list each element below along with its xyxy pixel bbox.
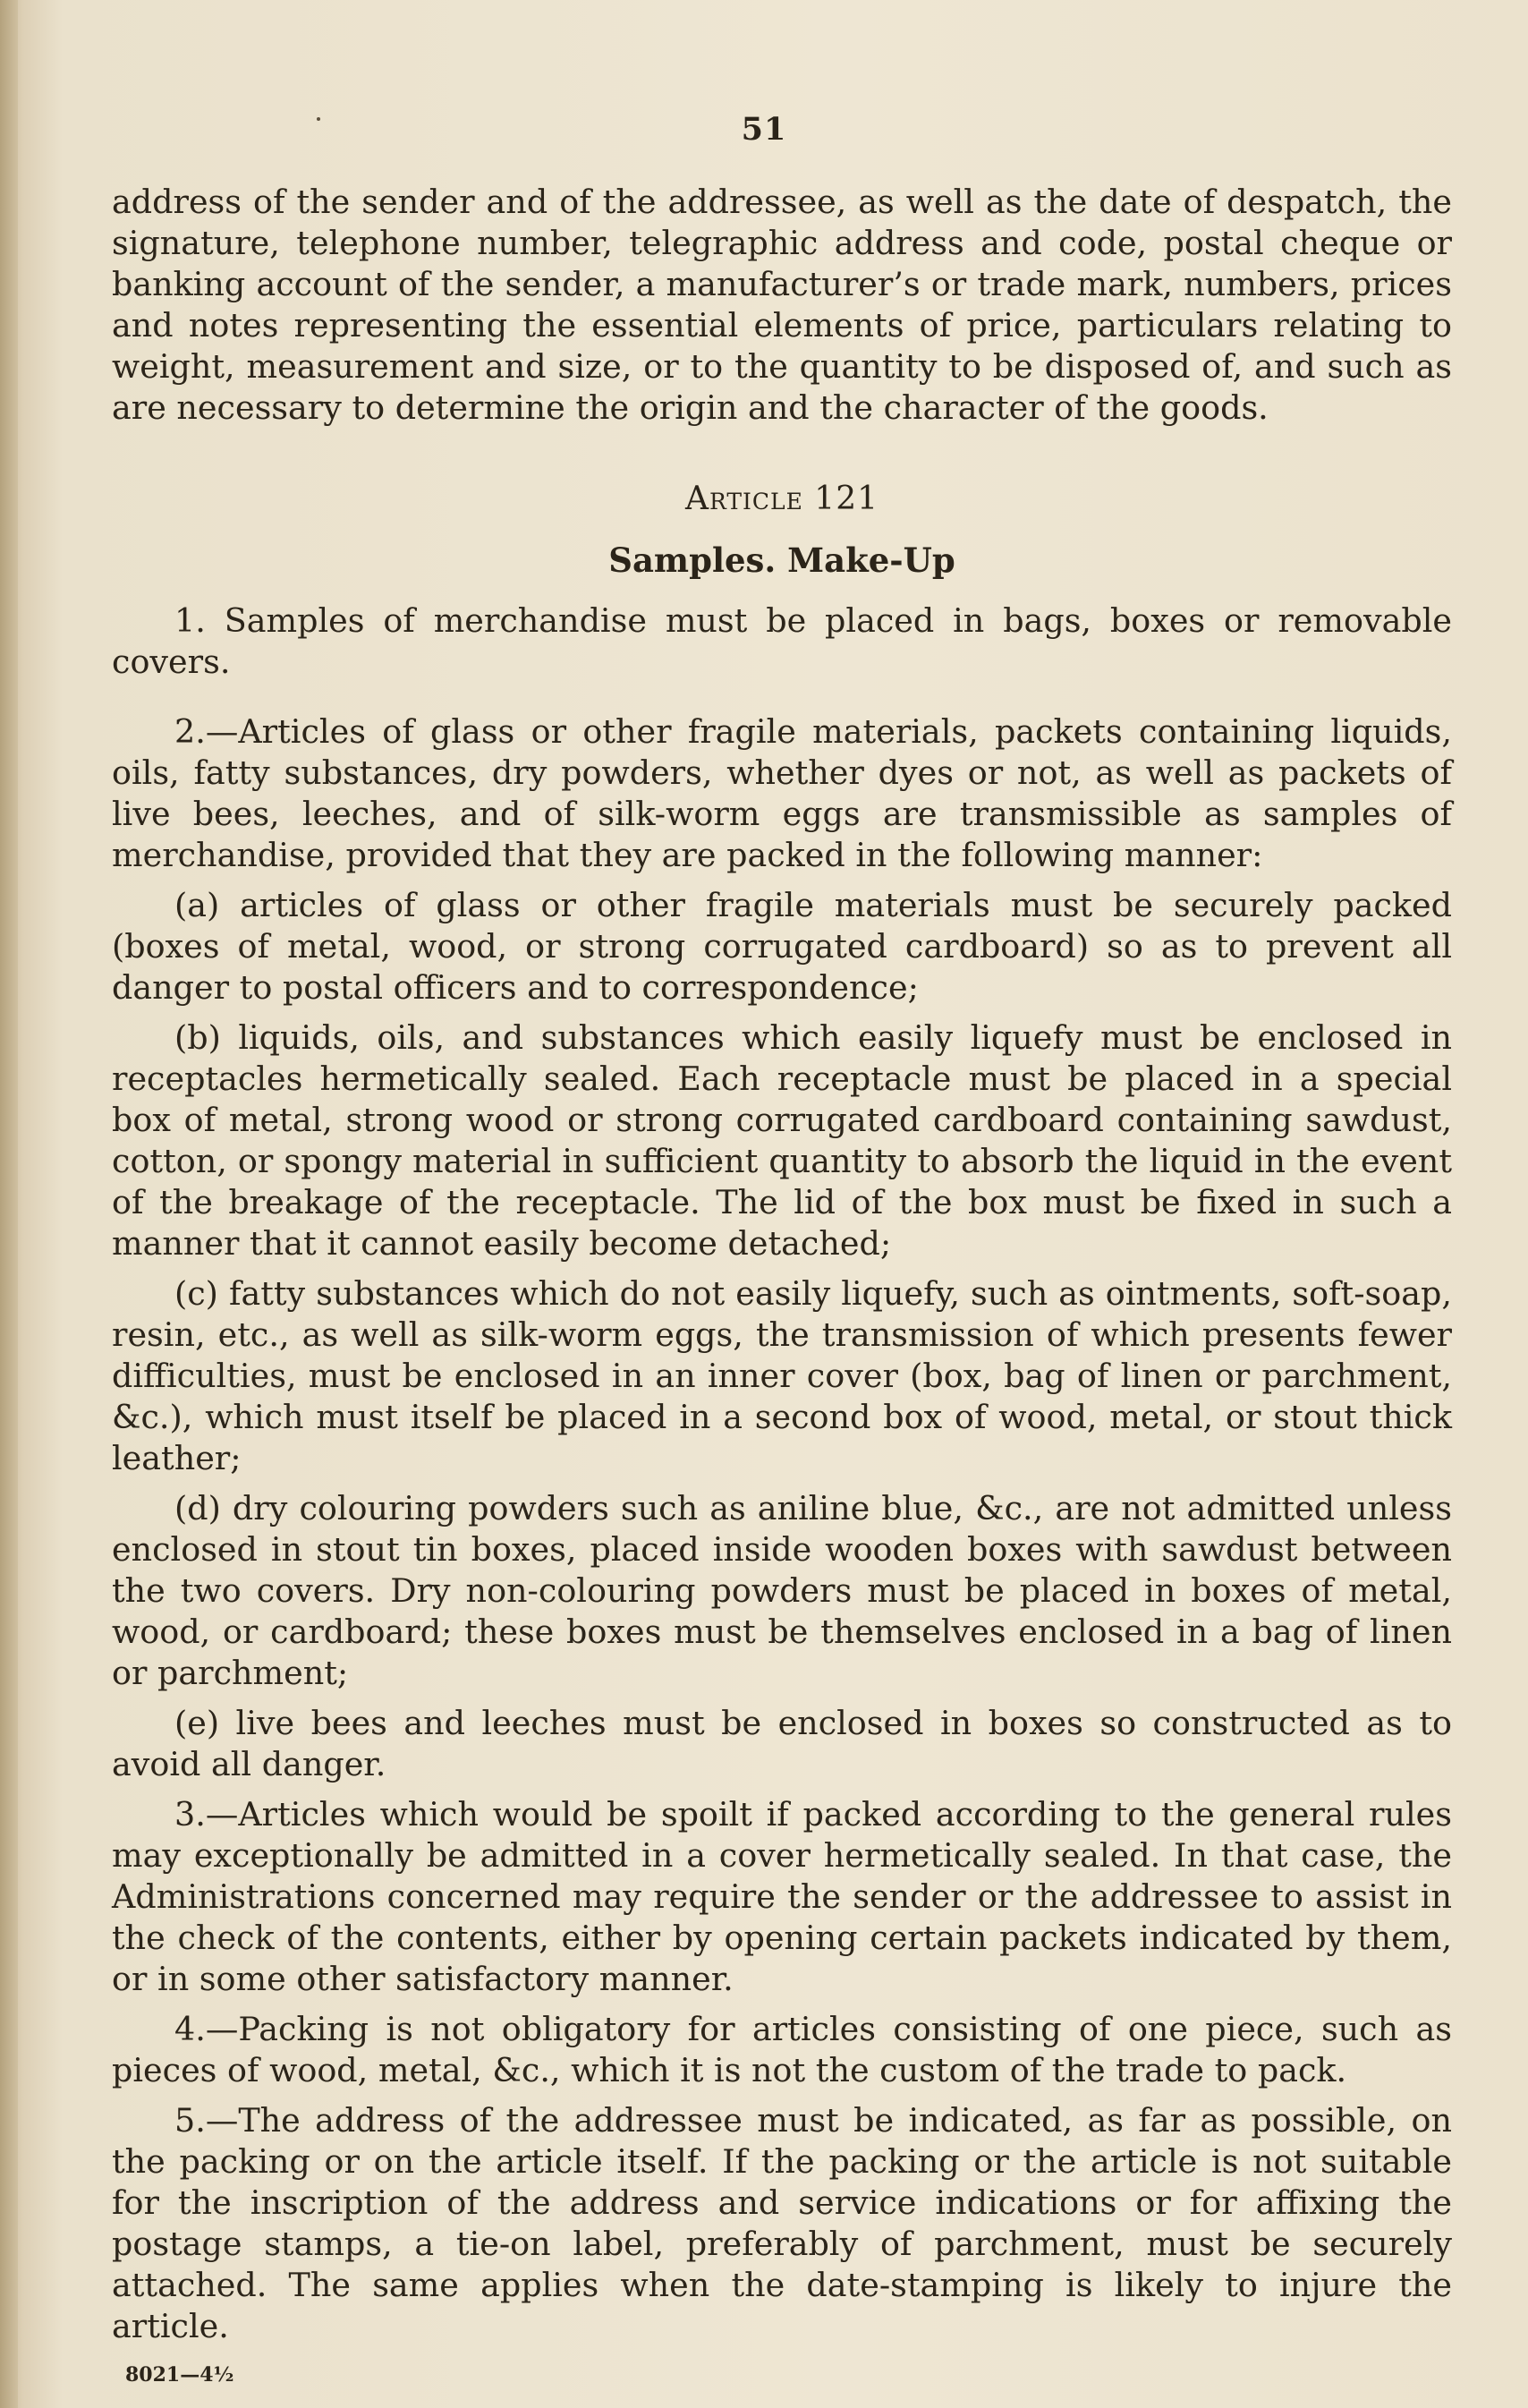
opening-paragraph: address of the sender and of the addressee, as well as the date of despatch, the signature, telephone number, telegraphic address and code, postal cheque or banking account of the sender, a manufacturer’s or trade mark, numbers, prices and notes representing the essential elements of price, particulars relating to weight, measurement and size, or to the quantity to be disposed of, and such as are necessary to determine the origin and the character of the goods. xyxy=(112,183,1452,427)
paragraph-5: 5.—The address of the addressee must be indicated, as far as possible, on the packing or on the article itself. If the packing or the article is not suitable for the inscription of the address and service indications or for affixing the postage stamps, a tie-on label, preferably of parchment, must be securely attached. The same applies when the date-stamping is likely to injure the article. xyxy=(112,2101,1452,2345)
page-number: 51 xyxy=(741,111,787,148)
article-heading: Article 121 xyxy=(684,481,879,517)
paragraph-2d: (d) dry colouring powders such as aniline blue, &c., are not admitted unless enclosed in stout tin boxes, placed inside wooden boxes with sawdust between the two covers. Dry non-colouring powders must be placed in boxes of metal, wood, or cardboard; these boxes must be themselves enclosed in a bag of linen or parchment; xyxy=(112,1489,1452,1692)
paragraph-2c: (c) fatty substances which do not easily liquefy, such as ointments, soft-soap, resin, etc., as well as silk-worm eggs, the transmission of which presents fewer difficulties, must be enclosed in an inner cover (box, bag of linen or parchment, &c.), which must itself be placed in a second box of wood, metal, or stout thick leather; xyxy=(112,1274,1452,1477)
paragraph-3: 3.—Articles which would be spoilt if packed according to the general rules may exceptionally be admitted in a cover hermetically sealed. In that case, the Administrations concerned may require the sender or the addressee to assist in the check of the contents, either by opening certain packets indicated by them, or in some other satisfactory manner. xyxy=(112,1795,1452,1998)
paragraph-1: 1. Samples of merchandise must be placed in bags, boxes or removable covers. xyxy=(112,601,1452,681)
paragraph-2b: (b) liquids, oils, and substances which easily liquefy must be enclosed in receptacles hermetically sealed. Each receptacle must be placed in a special box of metal, strong wood or strong corrugated cardboard containing sawdust, cotton, or spongy material in sufficient quantity to absorb the liquid in the event of the breakage of the receptacle. The lid of the box must be fixed in such a manner that it cannot easily become detached; xyxy=(112,1018,1452,1263)
paragraph-4: 4.—Packing is not obligatory for articles consisting of one piece, such as pieces of wood, metal, &c., which it is not the custom of the trade to pack. xyxy=(112,2010,1452,2089)
paragraph-2a: (a) articles of glass or other fragile materials must be securely packed (boxes of metal, wood, or strong corrugated cardboard) so as to prevent all danger to postal officers and to correspondence; xyxy=(112,886,1452,1007)
article-title: Samples. Make-Up xyxy=(608,540,955,580)
page-gutter-shadow xyxy=(0,0,18,2408)
paragraph-2e: (e) live bees and leeches must be enclosed in boxes so constructed as to avoid all danger. xyxy=(112,1704,1452,1783)
text-column xyxy=(112,182,1452,2347)
paragraph-2: 2.—Articles of glass or other fragile materials, packets containing liquids, oils, fatty substances, dry powders, whether dyes or not, as well as packets of live bees, leeches, and of silk-worm eggs are transmissible as samples of merchandise, provided that they are packed in the following manner: xyxy=(112,712,1452,874)
printer-signature-code: 8021—4½ xyxy=(125,2363,234,2387)
